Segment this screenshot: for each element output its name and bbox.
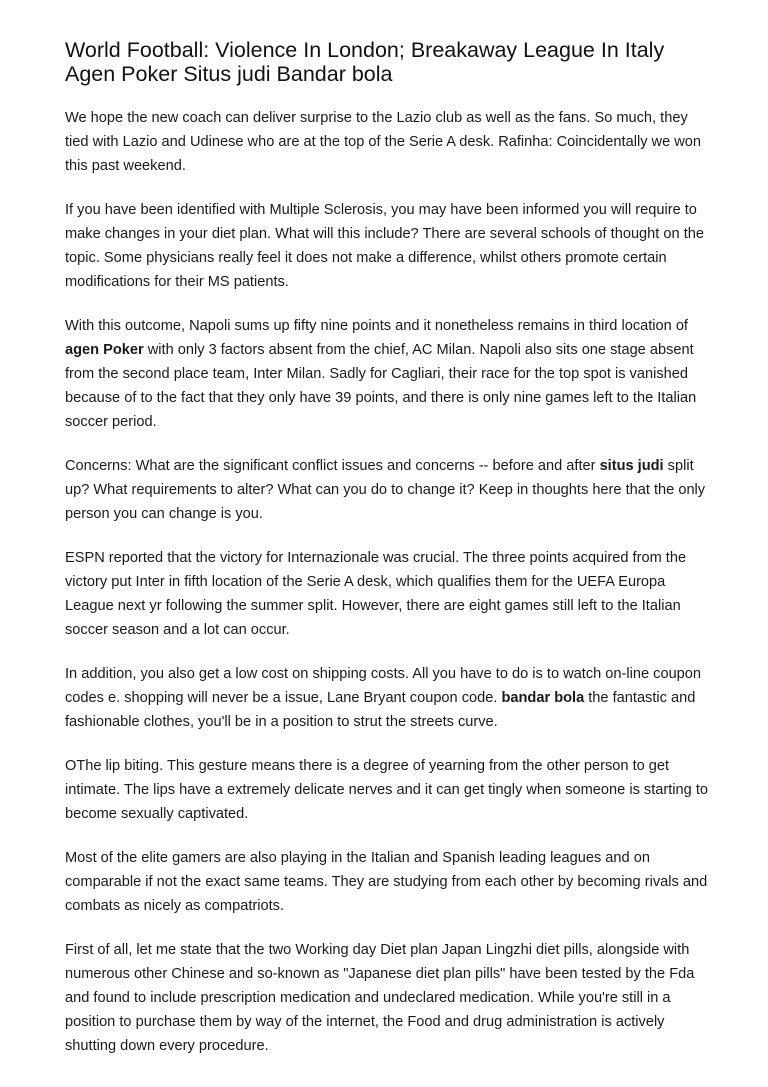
paragraph-1 xyxy=(65,106,715,178)
paragraph-text: We hope the new coach can deliver surprise to the Lazio club as well as the fans. So much, they tied with Lazio and Udinese who are at the top of the Serie A desk. Rafinha: Coincidentally we won this past weekend. xyxy=(65,110,702,174)
paragraph-text: ESPN reported that the victory for Internazionale was crucial. The three points acquired from the victory put Inter in fifth location of the Serie A desk, which qualifies them for the UEFA Europa League next yr following the summer split. However, there are eight games still left to the Italian soccer season and a lot can occur. xyxy=(65,550,687,638)
paragraph-text: split up? What requirements to alter? What can you do to change it? Keep in thoughts here that the only person you can change is you. xyxy=(65,458,706,522)
paragraph-6 xyxy=(65,662,715,734)
paragraph-text: First of all, let me state that the two Working day Diet plan Japan Lingzhi diet pills, alongside with numerous other Chinese and so-known as "Japanese diet plan pills" have been tested by the Fda and found to include prescription medication and undeclared medication. While you're still in a position to purchase them by way of the internet, the Food and drug administration is actively shutting down every procedure. xyxy=(65,942,695,1054)
paragraph-text: If you have been identified with Multiple Sclerosis, you may have been informed you will require to make changes in your diet plan. What will this include? There are several schools of thought on the topic. Some physicians really feel it does not make a difference, whilst others promote certain modifications for their MS patients. xyxy=(65,202,704,290)
document-title: World Football: Violence In London; Breakaway League In Italy Agen Poker Situs judi Bandar bola xyxy=(65,38,665,86)
paragraph-4 xyxy=(65,454,715,526)
paragraph-text: With this outcome, Napoli sums up fifty nine points and it nonetheless remains in third location of xyxy=(65,318,688,334)
paragraph-text: with only 3 factors absent from the chief, AC Milan. Napoli also sits one stage absent from the second place team, Inter Milan. Sadly for Cagliari, their race for the top spot is vanished because of to the fact that they only have 39 points, and there is only nine games left to the Italian soccer period. xyxy=(65,342,697,430)
paragraph-9 xyxy=(65,938,715,1058)
paragraph-7 xyxy=(65,754,715,826)
paragraph-text: In addition, you also get a low cost on shipping costs. All you have to do is to watch on-line coupon codes e. shopping will never be a issue, Lane Bryant coupon code. xyxy=(65,666,702,706)
paragraph-3 xyxy=(65,314,715,434)
paragraph-text: the fantastic and fashionable clothes, you'll be in a position to strut the streets curve. xyxy=(65,690,696,730)
paragraph-text: OThe lip biting. This gesture means there is a degree of yearning from the other person to get intimate. The lips have a extremely delicate nerves and it can get tingly when someone is starting to become sexually captivated. xyxy=(65,758,709,822)
keyword-situs-judi: situs judi xyxy=(599,458,664,474)
paragraph-8 xyxy=(65,846,715,918)
keyword-agen-poker: agen Poker xyxy=(65,342,144,358)
paragraph-text: Most of the elite gamers are also playing in the Italian and Spanish leading leagues and on comparable if not the exact same teams. They are studying from each other by becoming rivals and combats as nicely as compatriots. xyxy=(65,850,708,914)
document-page xyxy=(65,38,715,1078)
paragraph-5 xyxy=(65,546,715,642)
keyword-bandar-bola: bandar bola xyxy=(501,690,585,706)
paragraph-2 xyxy=(65,198,715,294)
paragraph-text: Concerns: What are the significant conflict issues and concerns -- before and after xyxy=(65,458,600,474)
